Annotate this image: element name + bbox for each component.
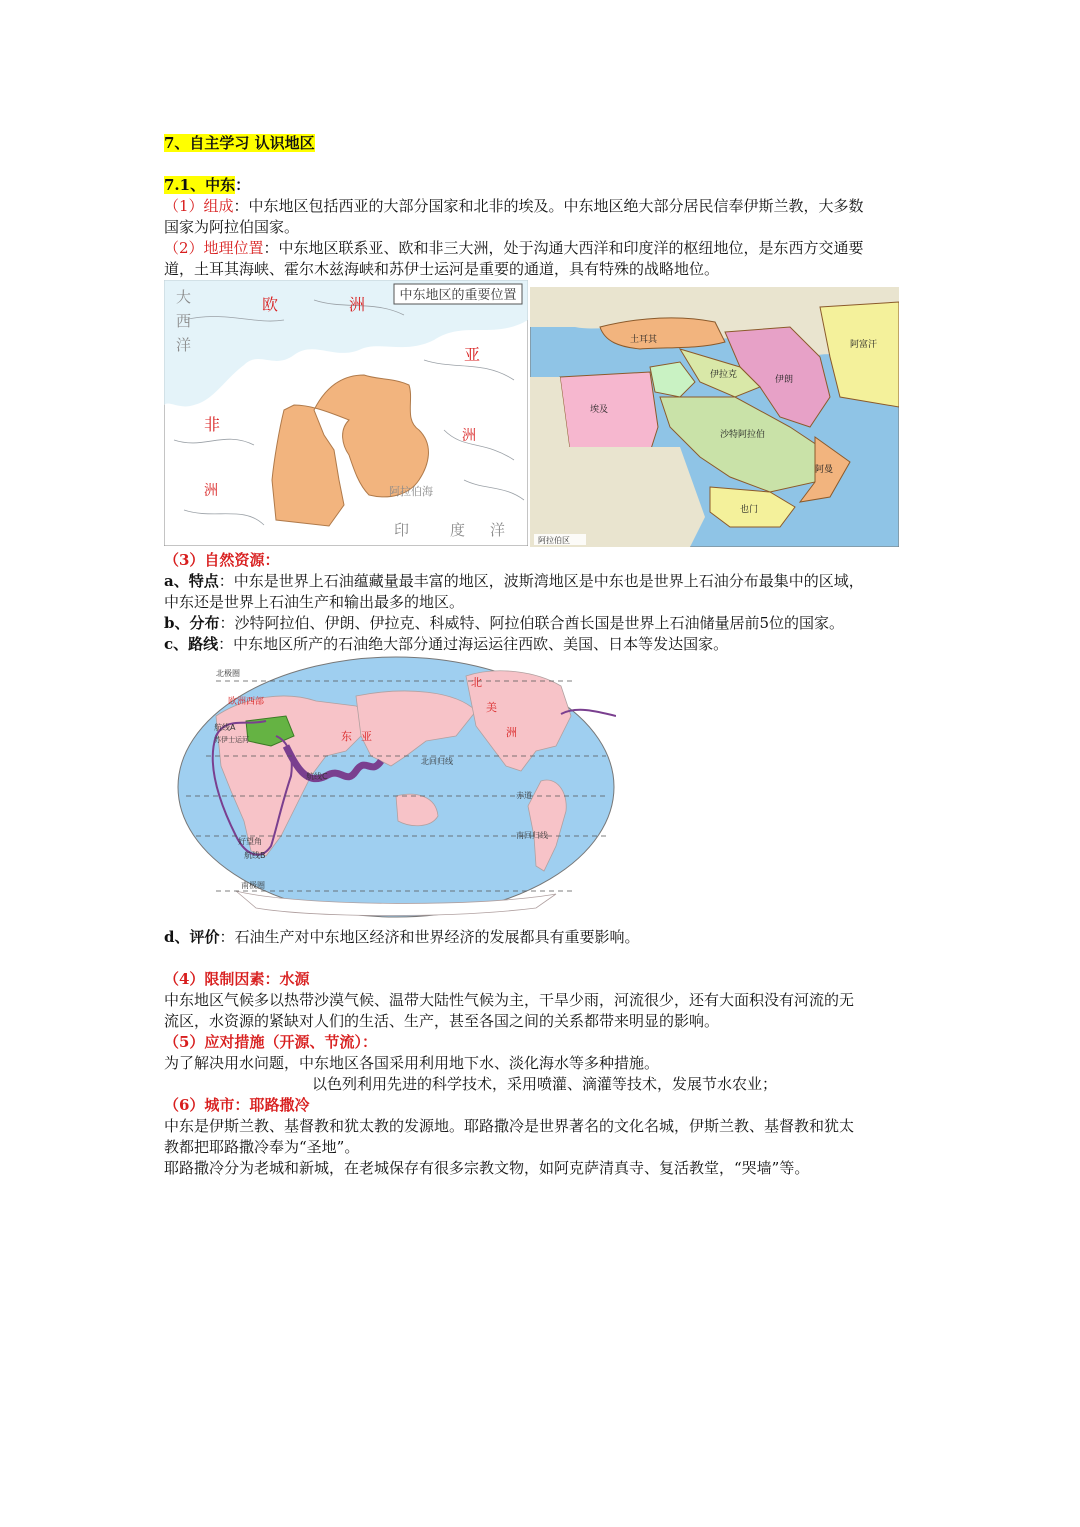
limiting-factor-heading (164, 969, 309, 989)
map2-label-3: 沙特阿拉伯 (720, 430, 766, 440)
world-label-11: 赤道 (516, 791, 532, 800)
location-map-svg (164, 280, 528, 546)
location-label: （2）地理位置 (164, 239, 264, 257)
feature-text-2: 中东还是世界上石油生产和输出最多的地区。 (164, 593, 465, 611)
world-map-svg (176, 656, 616, 918)
feature-label: a、特点 (164, 572, 219, 590)
measures-text-1: 为了解决用水问题，中东地区各国采用利用地下水、淡化海水等多种措施。 (164, 1054, 660, 1072)
limiting-factor-text-1: 中东地区气候多以热带沙漠气候、温带大陆性气候为主，干旱少雨，河流很少，还有大面积没有河流的无 (164, 991, 855, 1009)
distribution-text: ：沙特阿拉伯、伊朗、伊拉克、科威特、阿拉伯联合酋长国是世界上石油储量居前5位的国家。 (219, 614, 845, 632)
measures-line-2 (312, 1074, 777, 1094)
location-line-1 (164, 238, 864, 258)
map1-label-6: 非 (204, 415, 221, 434)
world-label-13: 好望角 (238, 837, 262, 846)
map1-label-9: 阿拉伯海 (389, 485, 433, 498)
section-colon: ： (235, 176, 251, 194)
composition-line-2 (164, 217, 299, 237)
distribution-line (164, 613, 844, 633)
map1-label-8: 洲 (462, 428, 476, 444)
world-label-14: 航线B (244, 851, 266, 860)
route-text: ：中东地区所产的石油绝大部分通过海运运往西欧、美国、日本等发达国家。 (218, 635, 729, 653)
section-number: 7.1、 (164, 176, 206, 194)
limiting-factor-text-2: 流区，水资源的紧缺对人们的生活、生产，甚至各国之间的关系都带来明显的影响。 (164, 1012, 720, 1030)
title-highlight: 7、自主学习 认识地区 (164, 134, 315, 152)
map1-label-0: 大 (176, 288, 192, 306)
section-heading (164, 175, 250, 195)
limiting-factor-line-2 (164, 1011, 719, 1031)
world-label-8: 美 (486, 701, 497, 714)
city-text-2: 教都把耶路撒冷奉为“圣地”。 (164, 1138, 360, 1156)
map2-label-0: 土耳其 (630, 335, 658, 345)
political-map-svg (530, 287, 899, 547)
world-label-5: 东 (341, 730, 352, 743)
map2-credit: 阿拉伯区 (538, 536, 570, 545)
map2-label-4: 埃及 (590, 405, 609, 415)
evaluation-line (164, 927, 640, 947)
section-name: 中东 (205, 176, 236, 194)
limiting-factor-line-1 (164, 990, 854, 1010)
map1-label-1: 西 (176, 312, 192, 330)
city-heading (164, 1095, 309, 1115)
location-text-2: 道，土耳其海峡、霍尔木兹海峡和苏伊士运河是重要的通道，具有特殊的战略地位。 (164, 260, 720, 278)
middle-east-location-map (164, 280, 528, 546)
world-label-7: 北 (471, 676, 482, 689)
evaluation-label: d、评价 (164, 928, 220, 946)
measures-line-1 (164, 1053, 659, 1073)
oil-route-world-map (176, 656, 616, 918)
map2-label-2: 伊拉克 (710, 370, 738, 380)
location-text-1: ：中东地区联系亚、欧和非三大洲，处于沟通大西洋和印度洋的枢纽地位，是东西方交通要 (263, 239, 864, 257)
city-text-3: 耶路撒冷分为老城和新城，在老城保存有很多宗教文物，如阿克萨清真寺、复活教堂，“哭墙”等。 (164, 1159, 810, 1177)
composition-line-1 (164, 196, 864, 216)
feature-line-2 (164, 592, 464, 612)
map2-label-6: 也门 (740, 505, 759, 515)
city-line-2 (164, 1137, 359, 1157)
limiting-factor-label: （4）限制因素：水源 (164, 970, 310, 988)
map2-label-5: 阿曼 (815, 465, 834, 475)
map1-label-3: 欧 (262, 295, 279, 314)
city-label: （6）城市：耶路撒冷 (164, 1096, 310, 1114)
middle-east-political-map (530, 287, 899, 547)
city-text-1: 中东是伊斯兰教、基督教和犹太教的发源地。耶路撒冷是世界著名的文化名城，伊斯兰教、基督教和犹太 (164, 1117, 855, 1135)
evaluation-text: ：石油生产对中东地区经济和世界经济的发展都具有重要影响。 (219, 928, 640, 946)
resources-heading (164, 550, 279, 570)
map1-label-11: 度 (450, 521, 466, 539)
world-label-15: 南极圈 (241, 881, 265, 890)
map1-label-2: 洋 (176, 336, 192, 354)
world-label-4: 航线C (306, 772, 328, 781)
route-label: c、路线 (164, 635, 219, 653)
world-label-0: 北极圈 (216, 669, 240, 678)
map1-label-12: 洋 (490, 521, 506, 539)
map2-label-7: 阿富汗 (850, 340, 878, 350)
world-label-9: 洲 (506, 726, 517, 739)
location-map-title: 中东地区的重要位置 (399, 288, 517, 303)
world-label-6: 亚 (361, 730, 372, 743)
map1-label-5: 亚 (464, 345, 481, 364)
world-label-1: 欧洲西部 (228, 697, 265, 707)
city-line-1 (164, 1116, 854, 1136)
map1-label-4: 洲 (349, 295, 366, 314)
measures-text-2: 以色列利用先进的科学技术，采用喷灌、滴灌等技术，发展节水农业； (312, 1075, 778, 1093)
composition-label: （1）组成 (164, 197, 234, 215)
measures-label: （5）应对措施（开源、节流）： (164, 1033, 377, 1051)
map2-label-1: 伊朗 (775, 375, 794, 385)
world-label-10: 北回归线 (421, 757, 453, 766)
world-label-2: 航线A (214, 723, 236, 732)
world-label-12: 南回归线 (516, 831, 548, 840)
route-line (164, 634, 728, 654)
resources-label: （3）自然资源： (164, 551, 280, 569)
document-title (164, 133, 315, 153)
world-label-3: 苏伊士运河 (214, 736, 249, 744)
measures-heading (164, 1032, 377, 1052)
composition-text-2: 国家为阿拉伯国家。 (164, 218, 300, 236)
distribution-label: b、分布 (164, 614, 220, 632)
map1-label-7: 洲 (204, 483, 218, 499)
city-line-3 (164, 1158, 809, 1178)
composition-text-1: ：中东地区包括西亚的大部分国家和北非的埃及。中东地区绝大部分居民信奉伊斯兰教，大多数 (233, 197, 864, 215)
feature-text-1: ：中东是世界上石油蕴藏量最丰富的地区，波斯湾地区是中东也是世界上石油分布最集中的区域， (218, 572, 864, 590)
feature-line-1 (164, 571, 864, 591)
map1-label-10: 印 (394, 521, 410, 539)
location-line-2 (164, 259, 719, 279)
